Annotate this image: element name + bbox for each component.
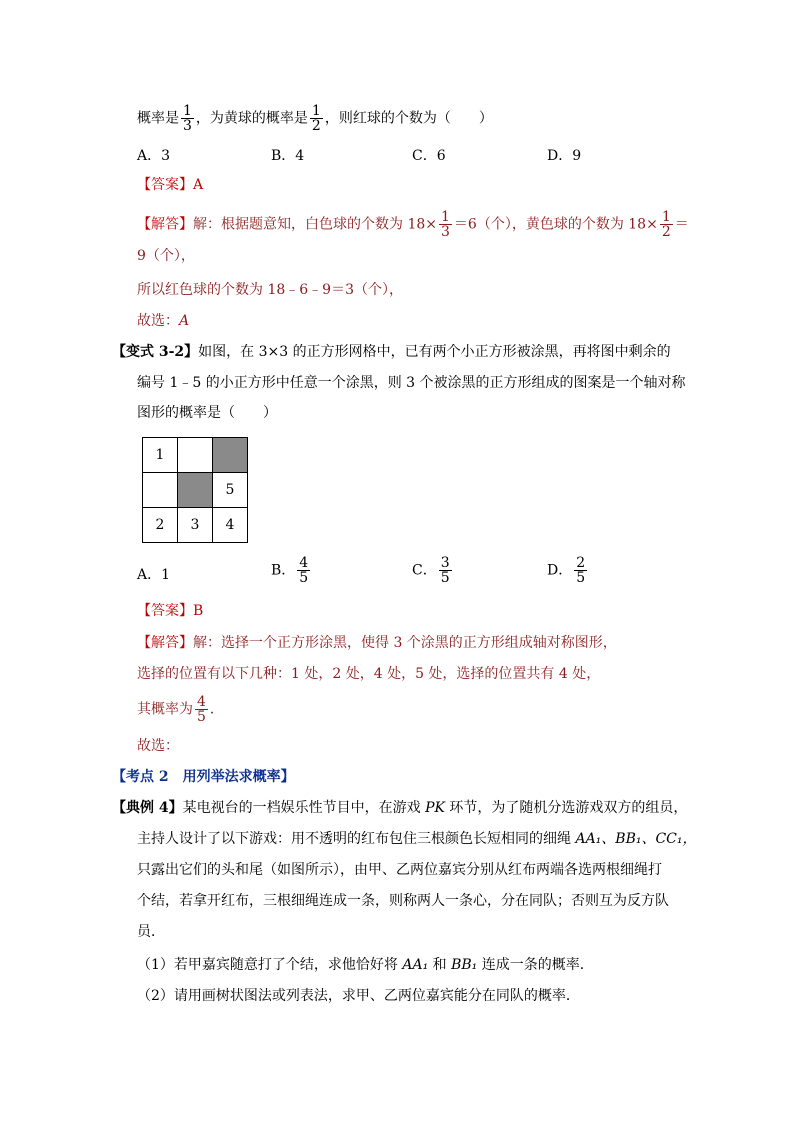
grid-cell-shaded bbox=[213, 438, 248, 473]
answer-value: A bbox=[193, 177, 204, 193]
q1-solution-line3: 所以红色球的个数为 18﹣6﹣9＝3（个）， bbox=[137, 282, 403, 298]
q1-option-a: A．3 bbox=[137, 148, 171, 164]
q2-line2: 编号 1﹣5 的小正方形中任意一个涂黑，则 3 个被涂黑的正方形组成的图案是一个轴对称 bbox=[137, 375, 686, 391]
frac-num: 1 bbox=[441, 209, 450, 225]
frac-num: 4 bbox=[299, 555, 309, 571]
q1-sol1-a: 解：根据题意知，白色球的个数为 18× bbox=[193, 216, 437, 233]
solution-tag: 【解答】 bbox=[137, 216, 193, 233]
q3-line2 bbox=[137, 829, 697, 849]
q1-option-c: C．6 bbox=[412, 148, 446, 164]
grid-cell-4: 4 bbox=[213, 508, 248, 543]
q2-answer bbox=[137, 601, 203, 621]
q3-sub1-c: 和 bbox=[428, 957, 452, 973]
q3-sub1 bbox=[137, 955, 594, 975]
q3-line2-a: 主持人设计了以下游戏：用不透明的红布包住三根颜色长短相同的细绳 bbox=[137, 831, 576, 847]
frac-den: 5 bbox=[576, 570, 586, 586]
q3-line5: 员． bbox=[137, 924, 165, 940]
frac-num: 3 bbox=[440, 555, 450, 571]
q1-solution-line4 bbox=[137, 311, 189, 331]
q1-sol1-frac2 bbox=[660, 210, 673, 239]
q2-line3: 图形的概率是（ ） bbox=[137, 405, 277, 421]
q3-line1-pk: PK bbox=[425, 800, 445, 816]
option-frac bbox=[297, 556, 310, 585]
q2-option-d bbox=[547, 556, 589, 585]
grid-cell-3: 3 bbox=[178, 508, 213, 543]
frac-den: 5 bbox=[197, 709, 206, 725]
option-frac bbox=[439, 556, 452, 585]
option-frac bbox=[574, 556, 587, 585]
q3-tag: 【典例 4】 bbox=[112, 800, 183, 816]
frac-num: 1 bbox=[311, 103, 321, 119]
grid-cell-empty bbox=[178, 438, 213, 473]
q1-stem-c: ，则红球的个数为（ ） bbox=[324, 110, 493, 127]
q2-option-c bbox=[412, 556, 454, 585]
q1-frac1 bbox=[181, 104, 194, 133]
option-label: C． bbox=[412, 562, 437, 579]
frac-num: 2 bbox=[576, 555, 586, 571]
answer-value: B bbox=[193, 603, 204, 619]
q2-solution-line1 bbox=[137, 633, 617, 653]
q3-line1-b: 环节，为了随机分选游戏双方的组员， bbox=[444, 800, 688, 816]
q3-line2-b: AA₁、BB₁、CC₁， bbox=[575, 831, 697, 847]
grid-cell-shaded bbox=[178, 473, 213, 508]
option-label: B． bbox=[271, 562, 296, 579]
q2-option-a: A．1 bbox=[137, 567, 171, 583]
frac-den: 2 bbox=[311, 118, 321, 134]
q3-sub1-e: 连成一条的概率． bbox=[477, 957, 594, 973]
q1-option-d: D．9 bbox=[547, 148, 582, 164]
q3-line4: 个结，若拿开红布，三根细绳连成一条，则称两人一条心，分在同队；否则互为反方队 bbox=[137, 893, 669, 909]
q3-line1-a: 某电视台的一档娱乐性节目中，在游戏 bbox=[182, 800, 426, 816]
q1-solution-line2: 9（个）， bbox=[137, 248, 195, 264]
q1-frac2 bbox=[310, 104, 323, 133]
q2-sol1-text: 解：选择一个正方形涂黑，使得 3 个涂黑的正方形组成轴对称图形， bbox=[193, 635, 617, 651]
q2-option-b bbox=[271, 556, 312, 585]
answer-tag: 【答案】 bbox=[137, 177, 193, 193]
frac-num: 1 bbox=[661, 209, 671, 225]
q1-option-b: B．4 bbox=[271, 148, 305, 164]
square-grid bbox=[142, 437, 248, 543]
frac-den: 5 bbox=[299, 570, 309, 586]
q2-line1-text: 如图，在 3×3 的正方形网格中，已有两个小正方形被涂黑，再将图中剩余的 bbox=[198, 344, 671, 360]
frac-den: 3 bbox=[183, 118, 192, 134]
q1-solution-line1 bbox=[137, 210, 689, 239]
q1-sol4-b: A bbox=[179, 313, 190, 329]
answer-tag: 【答案】 bbox=[137, 603, 193, 619]
q1-answer bbox=[137, 175, 203, 195]
grid-cell-2: 2 bbox=[143, 508, 178, 543]
frac-num: 1 bbox=[183, 103, 192, 119]
q1-stem-b: ，为黄球的概率是 bbox=[195, 110, 308, 127]
q2-sol3-b: ． bbox=[209, 701, 224, 718]
q2-sol3-a: 其概率为 bbox=[137, 701, 193, 718]
q1-sol1-c: ＝ bbox=[674, 216, 689, 233]
q2-line1 bbox=[112, 342, 671, 362]
q3-sub2: （2）请用画树状图法或列表法，求甲、乙两位嘉宾能分在同队的概率． bbox=[137, 988, 580, 1004]
q2-sol3-frac bbox=[195, 695, 208, 724]
section-title: 【考点 2 用列举法求概率】 bbox=[112, 769, 295, 785]
grid-cell-empty bbox=[143, 473, 178, 508]
q2-solution-line3 bbox=[137, 695, 224, 724]
frac-den: 2 bbox=[661, 224, 671, 240]
frac-num: 4 bbox=[197, 694, 206, 710]
grid-cell-5: 5 bbox=[213, 473, 248, 508]
q1-sol1-frac bbox=[439, 210, 452, 239]
q3-line1 bbox=[112, 798, 687, 818]
solution-tag: 【解答】 bbox=[137, 635, 193, 651]
frac-den: 3 bbox=[441, 224, 450, 240]
q3-sub1-b: AA₁ bbox=[402, 957, 429, 973]
q3-sub1-a: （1）若甲嘉宾随意打了个结，求他恰好将 bbox=[137, 957, 403, 973]
q1-sol4-a: 故选： bbox=[137, 313, 179, 329]
frac-den: 5 bbox=[440, 570, 450, 586]
q3-line3: 只露出它们的头和尾（如图所示），由甲、乙两位嘉宾分别从红布两端各选两根细绳打 bbox=[137, 862, 662, 878]
q1-stem-a: 概率是 bbox=[137, 110, 179, 127]
option-label: D． bbox=[547, 562, 573, 579]
q1-stem bbox=[137, 104, 493, 133]
grid-cell-1: 1 bbox=[143, 438, 178, 473]
q1-sol1-b: ＝6（个），黄色球的个数为 18× bbox=[453, 216, 658, 233]
q2-solution-line4: 故选： bbox=[137, 738, 179, 754]
q2-tag: 【变式 3-2】 bbox=[112, 344, 199, 360]
q3-sub1-d: BB₁ bbox=[451, 957, 478, 973]
q2-solution-line2: 选择的位置有以下几种：1 处，2 处，4 处，5 处，选择的位置共有 4 处， bbox=[137, 666, 601, 682]
